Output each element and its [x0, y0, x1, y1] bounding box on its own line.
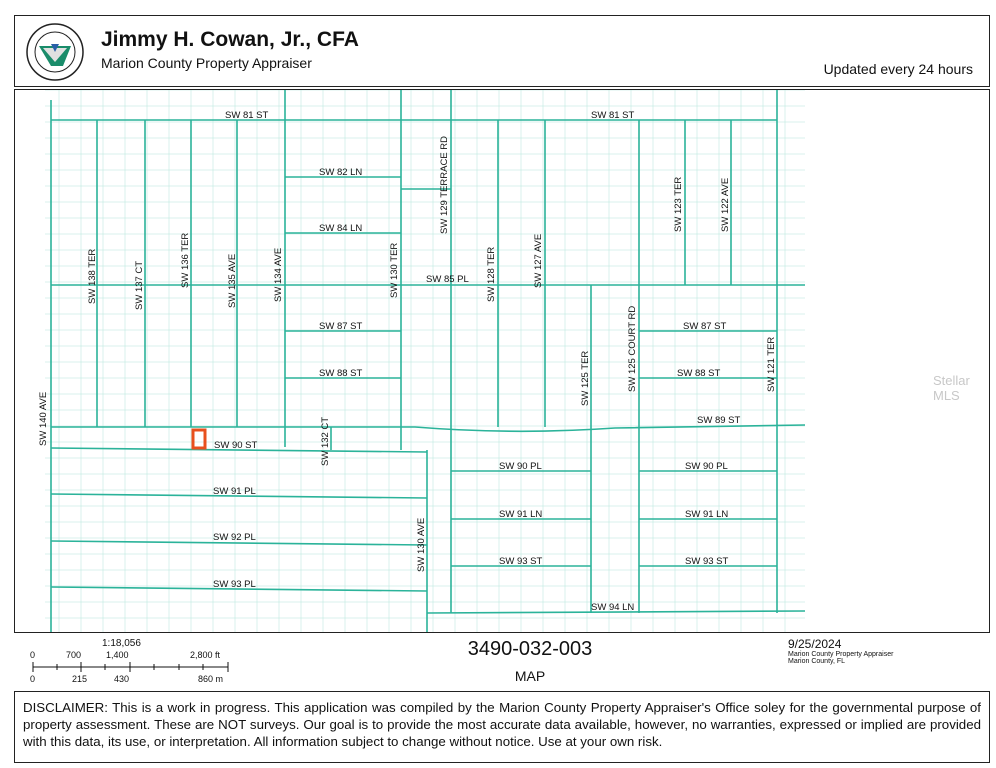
- road-label: SW 91 LN: [685, 509, 729, 520]
- print-date: 9/25/2024: [788, 637, 842, 651]
- road-label: SW 130 AVE: [416, 517, 427, 572]
- map-canvas: [15, 90, 990, 633]
- scale-tick-label: 0: [30, 674, 36, 684]
- road-label: SW 88 ST: [319, 368, 363, 379]
- road-label: SW 93 ST: [685, 556, 729, 567]
- print-office: Marion County Property Appraiser: [788, 650, 894, 658]
- road-label: SW 81 ST: [225, 110, 269, 121]
- road-label: SW 82 LN: [319, 167, 363, 178]
- road-label: SW 125 TER: [580, 350, 591, 406]
- scale-line: [32, 662, 232, 672]
- road-label: SW 138 TER: [87, 248, 98, 304]
- road-label: SW 140 AVE: [38, 391, 49, 446]
- road-label: SW 88 ST: [677, 368, 721, 379]
- road-label: SW 134 AVE: [273, 247, 284, 302]
- appraiser-seal-logo: [25, 22, 85, 82]
- print-county: Marion County, FL: [788, 657, 846, 665]
- road-label: SW 128 TER: [486, 246, 497, 302]
- map-caption: MAP: [514, 668, 546, 684]
- scale-ratio: 1:18,056: [102, 638, 141, 649]
- road-label: SW 135 AVE: [227, 253, 238, 308]
- scale-tick-label: 1,400: [106, 650, 129, 660]
- road-label: SW 90 PL: [685, 461, 728, 472]
- appraiser-office: Marion County Property Appraiser: [101, 55, 312, 71]
- road-label: SW 91 LN: [499, 509, 543, 520]
- scale-tick-label: 700: [66, 650, 82, 660]
- road-label: SW 87 ST: [319, 321, 363, 332]
- road-label: SW 93 PL: [213, 579, 256, 590]
- road-label: SW 91 PL: [213, 486, 256, 497]
- road-label: SW 94 LN: [591, 602, 635, 613]
- road-label: SW 93 ST: [499, 556, 543, 567]
- road-label: SW 125 COURT RD: [627, 305, 638, 392]
- scale-tick-label: 430: [114, 674, 130, 684]
- update-frequency: Updated every 24 hours: [823, 61, 973, 77]
- road-label: SW 84 LN: [319, 223, 363, 234]
- road-label: SW 122 AVE: [720, 177, 731, 232]
- road-label: SW 92 PL: [213, 532, 256, 543]
- road-label: SW 130 TER: [389, 242, 400, 298]
- road-label: SW 121 TER: [766, 336, 777, 392]
- road-label: SW 89 ST: [697, 415, 741, 426]
- road-label: SW 85 PL: [426, 274, 469, 285]
- watermark: Stellar MLS: [933, 373, 970, 403]
- parcel-map[interactable]: [14, 89, 990, 633]
- road-label: SW 137 CT: [134, 260, 145, 310]
- road-label: SW 87 ST: [683, 321, 727, 332]
- disclaimer-text: DISCLAIMER: This is a work in progress. This application was compiled by the Marion County Property Appraiser's Office soley for the governmental purpose of property assessment. These are NOT surveys. Our goal is to provide the most accurate data available, however, no warranties, expressed or implied are provided with this data, its use, or interpretation. All information subject to change without notice. Use at your own risk.: [14, 691, 990, 763]
- scale-bar: [22, 638, 262, 686]
- road-label: SW 90 ST: [214, 440, 258, 451]
- road-label: SW 132 CT: [320, 416, 331, 466]
- scale-tick-label: 215: [72, 674, 88, 684]
- scale-tick-label: 0: [30, 650, 36, 660]
- scale-tick-label: 860 m: [198, 674, 224, 684]
- road-label: SW 136 TER: [180, 232, 191, 288]
- print-date-block: [788, 638, 893, 665]
- road-label: SW 129 TERRACE RD: [439, 135, 450, 234]
- road-label: SW 127 AVE: [533, 233, 544, 288]
- road-label: SW 90 PL: [499, 461, 542, 472]
- parcel-number: 3490-032-003: [467, 638, 593, 660]
- header-panel: [14, 15, 990, 87]
- road-label: SW 81 ST: [591, 110, 635, 121]
- appraiser-name: Jimmy H. Cowan, Jr., CFA: [101, 28, 359, 51]
- scale-tick-label: 2,800 ft: [190, 650, 221, 660]
- road-label: SW 123 TER: [673, 176, 684, 232]
